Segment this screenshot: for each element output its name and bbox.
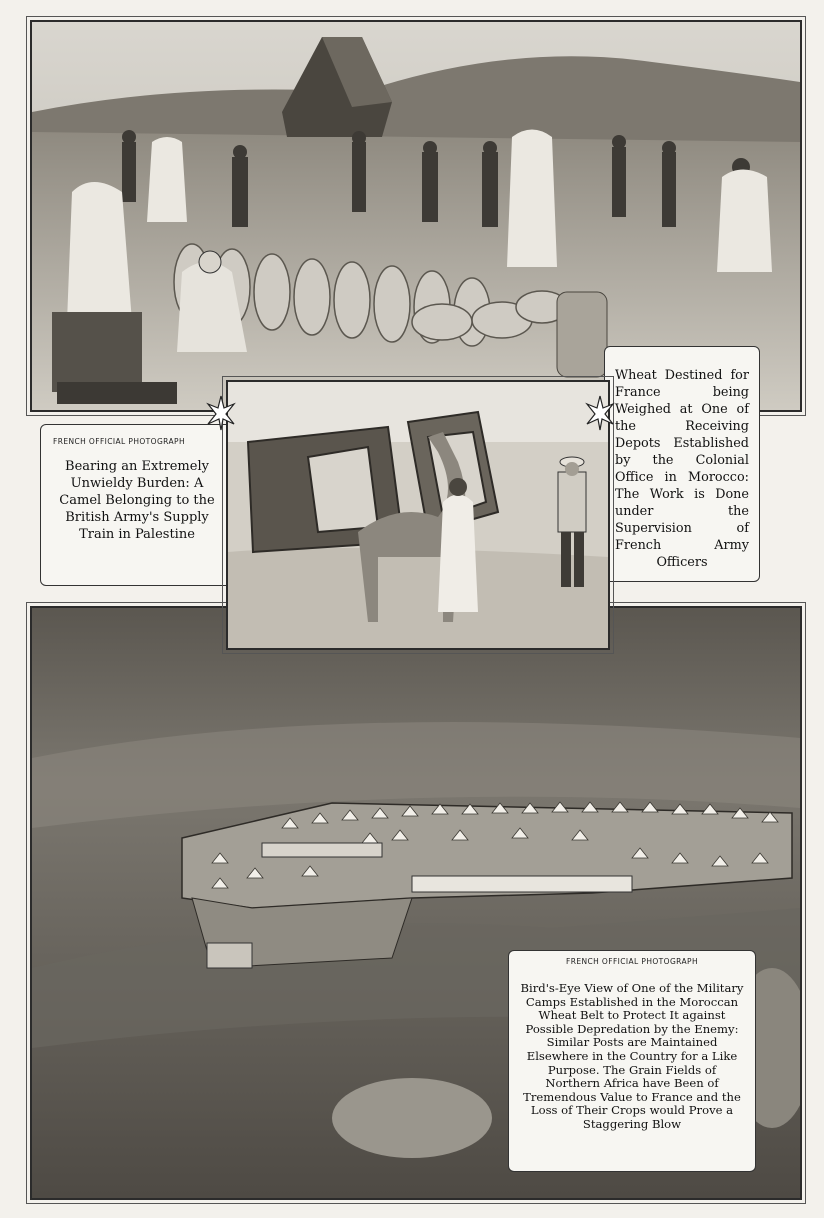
wheat-caption-box	[604, 346, 760, 582]
camel-photo	[226, 380, 610, 650]
camel-caption-box	[40, 424, 234, 586]
fleur-ornament-right-icon	[585, 394, 615, 432]
camel-photo-credit: FRENCH OFFICIAL PHOTOGRAPH	[53, 437, 185, 446]
camp-caption-text: Bird's-Eye View of One of the Military Camps Established in the Moroccan Wheat Belt to Protect It against Possible Depredation by the Enemy: Similar Posts are Maintained Elsewhere in the Country for a Like Purpose. The Grain Fields of Northern Africa have Been of Tremendous Value to France and the Loss of Their Crops would Prove a Staggering Blow	[520, 981, 744, 1131]
camel-image	[228, 382, 608, 648]
fleur-ornament-left-icon	[206, 394, 236, 432]
camp-photo-credit: FRENCH OFFICIAL PHOTOGRAPH	[566, 957, 698, 966]
wheat-caption-text: Wheat Destined for France being Weighed at One of the Receiving Depots Established by the Colonial Office in Morocco: The Work is Done under the Supervision of French Army Officers	[615, 368, 749, 570]
camp-caption-box	[508, 950, 756, 1172]
camel-caption-text: Bearing an Extremely Unwieldy Burden: A Camel Belonging to the British Army's Supply Train in Palestine	[59, 459, 215, 542]
